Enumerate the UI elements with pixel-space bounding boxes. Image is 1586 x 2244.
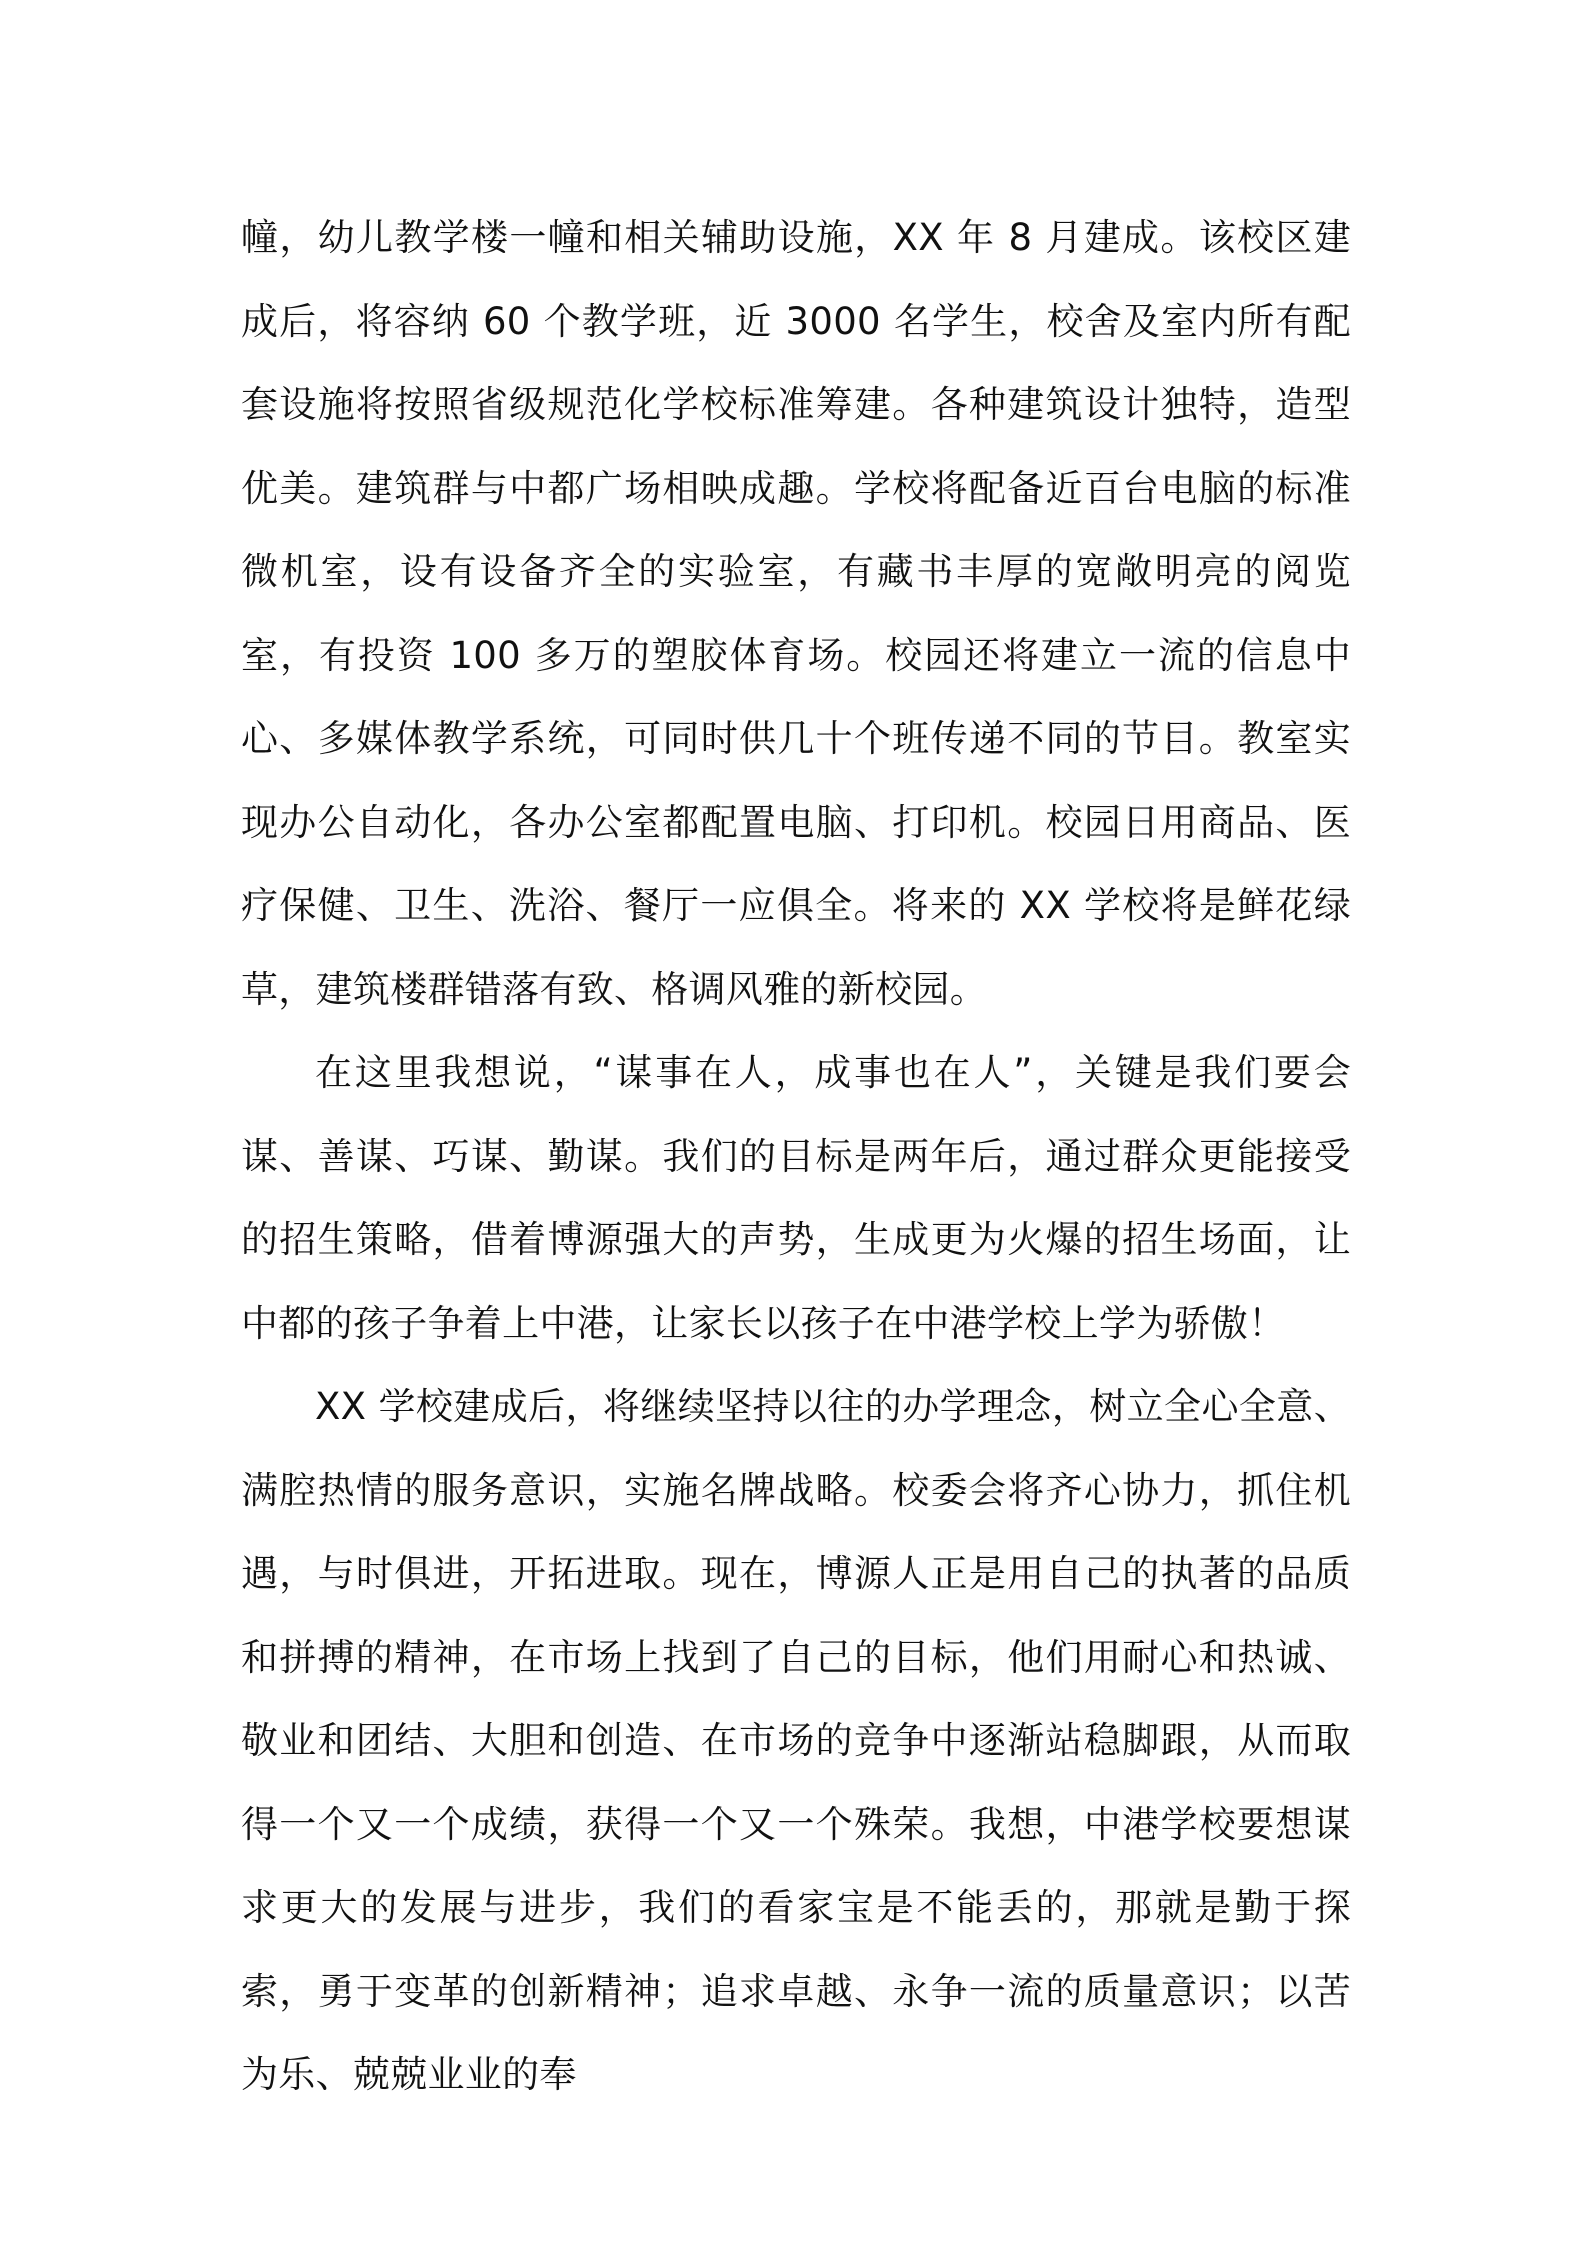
paragraph-2: 在这里我想说，“谋事在人，成事也在人”，关键是我们要会谋、善谋、巧谋、勤谋。我们的目标是两年后，通过群众更能接受的招生策略，借着博源强大的声势，生成更为火爆的招生场面，让中都的孩子争着上中港，让家长以孩子在中港学校上学为骄傲！ (241, 1051, 1351, 1345)
paragraph-3: XX 学校建成后，将继续坚持以往的办学理念，树立全心全意、满腔热情的服务意识，实施名牌战略。校委会将齐心协力，抓住机遇，与时俱进，开拓进取。现在，博源人正是用自己的执著的品质和拼搏的精神，在市场上找到了自己的目标，他们用耐心和热诚、敬业和团结、大胆和创造、在市场的竞争中逐渐站稳脚跟，从而取得一个又一个成绩，获得一个又一个殊荣。我想，中港学校要想谋求更大的发展与进步，我们的看家宝是不能丢的，那就是勤于探索，勇于变革的创新精神；追求卓越、永争一流的质量意识；以苦为乐、兢兢业业的奉 (241, 1385, 1351, 2096)
paragraph-1: 幢，幼儿教学楼一幢和相关辅助设施，XX 年 8 月建成。该校区建成后，将容纳 60 个教学班，近 3000 名学生，校舍及室内所有配套设施将按照省级规范化学校标准筹建。各种建筑设计独特，造型优美。建筑群与中都广场相映成趣。学校将配备近百台电脑的标准微机室，设有设备齐全的实验室，有藏书丰厚的宽敞明亮的阅览室，有投资 100 多万的塑胶体育场。校园还将建立一流的信息中心、多媒体教学系统，可同时供几十个班传递不同的节目。教室实现办公自动化，各办公室都配置电脑、打印机。校园日用商品、医疗保健、卫生、洗浴、餐厅一应俱全。将来的 XX 学校将是鲜花绿草，建筑楼群错落有致、格调风雅的新校园。 (241, 216, 1351, 1011)
document-body (241, 196, 1351, 2117)
